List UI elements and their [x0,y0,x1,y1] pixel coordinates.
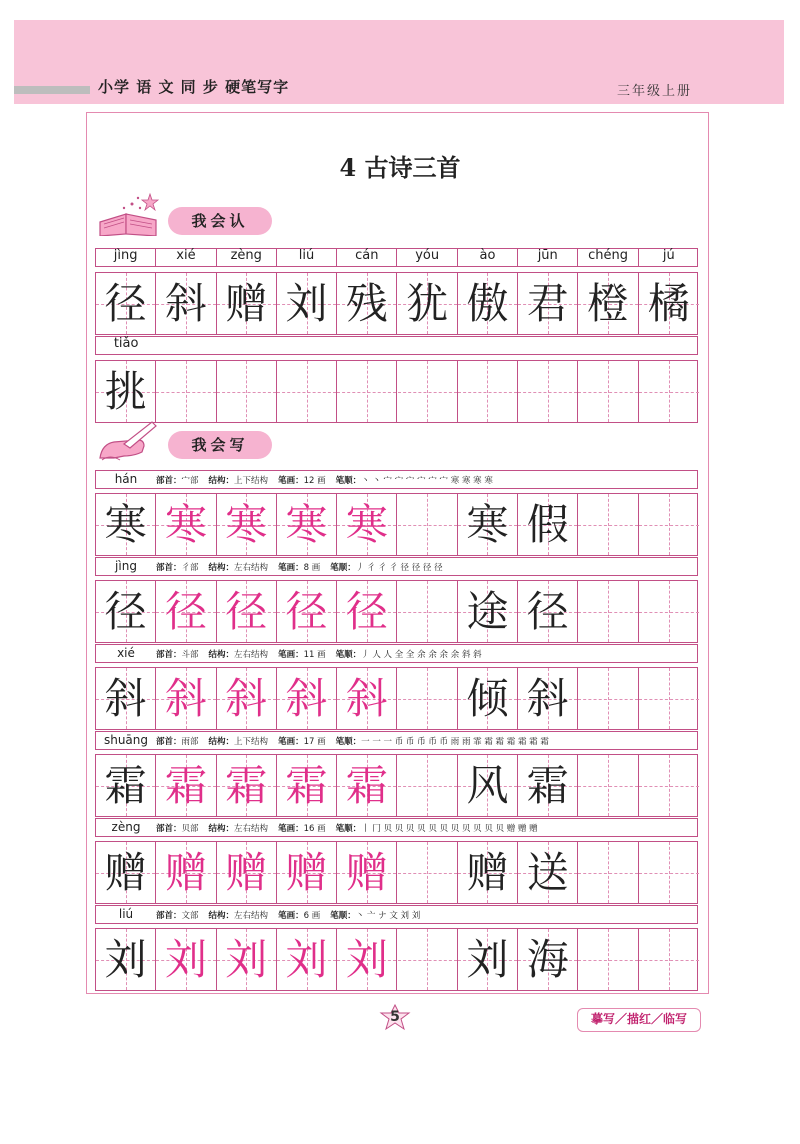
stroke-order-label: 笔顺： [335,650,362,660]
strokes-label: 笔画： [278,650,304,660]
writing-cell[interactable] [217,668,277,729]
writing-cell[interactable] [337,668,397,729]
structure-label: 结构： [208,476,235,486]
section-write-label: 我会写 [168,431,272,459]
stroke-info-band [95,470,698,489]
section-recognize-label: 我会认 [168,207,272,235]
writing-cell[interactable] [398,755,458,816]
word-character: 霜 [526,761,569,810]
stroke-order-value: 丶 亠 ナ 文 刘 刘 [355,911,421,921]
writing-cell[interactable] [458,581,518,642]
strokes-label: 笔画： [278,911,304,921]
trace-character: 径 [164,587,207,636]
model-character: 径 [104,587,147,636]
stroke-order-label: 笔顺： [335,476,362,486]
stroke-order-value: 丿 彳 彳 彳 径 径 径 径 [355,563,443,573]
strokes-value: 6 画 [303,911,321,921]
writing-cell[interactable] [337,929,397,990]
writing-cell[interactable] [639,494,699,555]
writing-cell[interactable] [458,668,518,729]
writing-cell[interactable] [518,494,578,555]
pinyin-label: jìng [113,248,138,263]
stroke-info-band [95,731,698,750]
pinyin-label: liú [298,248,315,263]
writing-cell[interactable] [337,581,397,642]
char-cell [96,361,156,422]
writing-cell[interactable] [458,755,518,816]
char-cell [156,361,216,422]
structure-label: 结构： [208,911,235,921]
word-character: 径 [526,587,569,636]
pinyin-band [95,248,698,267]
character: 傲 [466,279,509,328]
pinyin-label: yóu [415,248,440,263]
stroke-info-band [95,557,698,576]
writing-cell[interactable] [518,668,578,729]
strokes-label: 笔画： [278,476,304,486]
trace-character: 斜 [285,674,328,723]
writing-cell[interactable] [277,668,337,729]
stroke-order-value: 丿 人 人 全 全 余 余 余 余 斜 斜 [361,650,482,660]
pinyin-label: jú [662,248,675,263]
writing-cell[interactable] [156,929,216,990]
structure-value: 左右结构 [234,563,269,573]
book-stars-icon [94,192,164,236]
writing-cell[interactable] [277,755,337,816]
pinyin-label: hán [114,472,138,486]
writing-cell[interactable] [217,842,277,903]
radical-value: 宀部 [181,476,199,486]
writing-cell[interactable] [518,929,578,990]
pen-hand-icon [94,418,164,462]
writing-cell[interactable] [96,494,156,555]
trace-character: 霜 [285,761,328,810]
stroke-order-value: 丨 冂 贝 贝 贝 贝 贝 贝 贝 贝 贝 贝 贝 赠 赠 赠 [361,824,538,834]
radical-value: 贝部 [181,824,199,834]
trace-character: 寒 [164,500,207,549]
char-cell [337,273,397,334]
writing-cell[interactable] [156,494,216,555]
char-cell [639,273,699,334]
char-cell [217,361,277,422]
radical-value: 彳部 [181,563,199,573]
char-cell [156,273,216,334]
trace-character: 赠 [164,848,207,897]
writing-cell[interactable] [639,842,699,903]
writing-cell[interactable] [398,581,458,642]
radical-label: 部首： [156,737,182,747]
writing-cell[interactable] [156,755,216,816]
pinyin-label: xié [117,646,135,660]
pinyin-label: zèng [230,248,262,263]
stroke-order-value: 一 一 一 币 币 币 币 币 雨 雨 霏 霜 霜 霜 霜 霜 霜 [361,737,549,747]
radical-value: 文部 [181,911,199,921]
word-character: 刘 [466,935,509,984]
trace-character: 霜 [225,761,268,810]
writing-cell[interactable] [337,755,397,816]
writing-cell[interactable] [458,929,518,990]
word-character: 倾 [466,674,509,723]
trace-character: 斜 [225,674,268,723]
strokes-value: 17 画 [303,737,326,747]
writing-cell[interactable] [217,494,277,555]
stroke-order-label: 笔顺： [335,737,362,747]
writing-cell[interactable] [578,581,638,642]
writing-cell[interactable] [217,755,277,816]
word-character: 假 [526,500,569,549]
pinyin-label: shuāng [103,733,149,747]
radical-label: 部首： [156,476,182,486]
pinyin-label: liú [118,907,134,921]
writing-cell[interactable] [518,842,578,903]
trace-character: 径 [285,587,328,636]
trace-character: 刘 [164,935,207,984]
writing-cell[interactable] [398,668,458,729]
writing-cell[interactable] [96,842,156,903]
char-cell [518,361,578,422]
page-number: 5 [390,1009,400,1025]
writing-cell[interactable] [96,581,156,642]
char-cell [217,273,277,334]
strokes-value: 12 画 [303,476,326,486]
writing-band [95,754,698,817]
writing-cell[interactable] [639,929,699,990]
writing-cell[interactable] [96,668,156,729]
radical-label: 部首： [156,563,182,573]
char-cell [337,361,397,422]
writing-cell[interactable] [518,581,578,642]
strokes-label: 笔画： [278,824,304,834]
pinyin-label: chéng [588,248,628,263]
stroke-info-band [95,818,698,837]
structure-value: 左右结构 [234,911,269,921]
word-character: 途 [466,587,509,636]
char-cell [277,273,337,334]
structure-label: 结构： [208,824,235,834]
radical-value: 雨部 [181,737,199,747]
structure-value: 左右结构 [234,650,269,660]
word-character: 寒 [466,500,509,549]
stroke-info-band [95,905,698,924]
writing-cell[interactable] [578,668,638,729]
word-character: 送 [526,848,569,897]
char-cell [398,273,458,334]
pinyin-label: tiǎo [113,336,139,351]
trace-character: 径 [225,587,268,636]
writing-cell[interactable] [277,842,337,903]
structure-value: 左右结构 [234,824,269,834]
model-character: 赠 [104,848,147,897]
trace-character: 寒 [225,500,268,549]
character: 挑 [104,367,147,416]
radical-value: 斗部 [181,650,199,660]
structure-label: 结构： [208,737,235,747]
writing-cell[interactable] [96,755,156,816]
trace-character: 霜 [345,761,388,810]
radical-label: 部首： [156,824,182,834]
trace-character: 赠 [225,848,268,897]
pinyin-label: jìng [115,559,137,573]
writing-cell[interactable] [639,755,699,816]
model-character: 斜 [104,674,147,723]
char-cell [96,273,156,334]
character: 斜 [164,279,207,328]
stroke-order-value: 丶 丶 宀 宀 宀 宀 宀 宀 寒 寒 寒 寒 [361,476,493,486]
stroke-order-label: 笔顺： [335,824,362,834]
char-cell [578,361,638,422]
writing-cell[interactable] [398,929,458,990]
strokes-label: 笔画： [278,737,304,747]
writing-cell[interactable] [337,494,397,555]
writing-cell[interactable] [578,755,638,816]
trace-character: 径 [345,587,388,636]
word-character: 海 [526,935,569,984]
series-title: 小学 语 文 同 步 硬笔写字 [98,78,290,96]
trace-character: 赠 [285,848,328,897]
writing-cell[interactable] [96,929,156,990]
character: 残 [345,279,388,328]
writing-cell[interactable] [578,494,638,555]
radical-label: 部首： [156,650,182,660]
trace-character: 霜 [164,761,207,810]
writing-cell[interactable] [337,842,397,903]
trace-character: 刘 [345,935,388,984]
strokes-value: 8 画 [303,563,321,573]
structure-value: 上下结构 [234,476,269,486]
lesson-title: 4 古诗三首 [339,153,461,182]
writing-cell[interactable] [398,842,458,903]
stroke-info-band [95,644,698,663]
stroke-order-label: 笔顺： [330,563,356,573]
writing-cell[interactable] [398,494,458,555]
pinyin-label: ào [479,248,496,263]
writing-cell[interactable] [578,842,638,903]
word-character: 斜 [526,674,569,723]
structure-label: 结构： [208,563,235,573]
writing-band [95,667,698,730]
writing-cell[interactable] [277,929,337,990]
model-character: 寒 [104,500,147,549]
char-cell [277,361,337,422]
trace-character: 刘 [225,935,268,984]
character: 犹 [406,279,449,328]
writing-cell[interactable] [156,842,216,903]
character: 橘 [647,279,690,328]
radical-label: 部首： [156,911,182,921]
writing-cell[interactable] [518,755,578,816]
structure-value: 上下结构 [234,737,269,747]
pinyin-label: zèng [111,820,141,834]
model-character: 霜 [104,761,147,810]
writing-cell[interactable] [156,581,216,642]
writing-band [95,841,698,904]
trace-character: 赠 [345,848,388,897]
writing-cell[interactable] [458,842,518,903]
writing-cell[interactable] [277,494,337,555]
char-band [95,360,698,423]
model-character: 刘 [104,935,147,984]
writing-cell[interactable] [639,668,699,729]
writing-cell[interactable] [458,494,518,555]
strokes-label: 笔画： [278,563,304,573]
trace-character: 寒 [345,500,388,549]
writing-band [95,493,698,556]
trace-character: 寒 [285,500,328,549]
strokes-value: 11 画 [303,650,326,660]
char-cell [458,273,518,334]
trace-character: 斜 [164,674,207,723]
word-character: 赠 [466,848,509,897]
pinyin-band [95,336,698,355]
writing-cell[interactable] [277,581,337,642]
char-cell [578,273,638,334]
writing-band [95,928,698,991]
strokes-value: 16 画 [303,824,326,834]
writing-cell[interactable] [217,929,277,990]
char-cell [518,273,578,334]
stroke-order-label: 笔顺： [330,911,356,921]
character: 赠 [225,279,268,328]
pinyin-label: xié [176,248,196,263]
structure-label: 结构： [208,650,235,660]
writing-cell[interactable] [639,581,699,642]
char-cell [639,361,699,422]
trace-character: 刘 [285,935,328,984]
header-gray-bar [14,86,90,94]
word-character: 风 [466,761,509,810]
character: 橙 [587,279,630,328]
char-cell [458,361,518,422]
character: 径 [104,279,147,328]
writing-cell[interactable] [217,581,277,642]
writing-cell[interactable] [156,668,216,729]
character: 刘 [285,279,328,328]
writing-band [95,580,698,643]
writing-cell[interactable] [578,929,638,990]
pinyin-label: jūn [537,248,558,263]
grade-label: 三年级上册 [616,84,692,99]
pinyin-label: cán [355,248,379,263]
char-cell [398,361,458,422]
trace-character: 斜 [345,674,388,723]
practice-mode-badge: 摹写／描红／临写 [577,1008,701,1032]
char-band [95,272,698,335]
character: 君 [526,279,569,328]
